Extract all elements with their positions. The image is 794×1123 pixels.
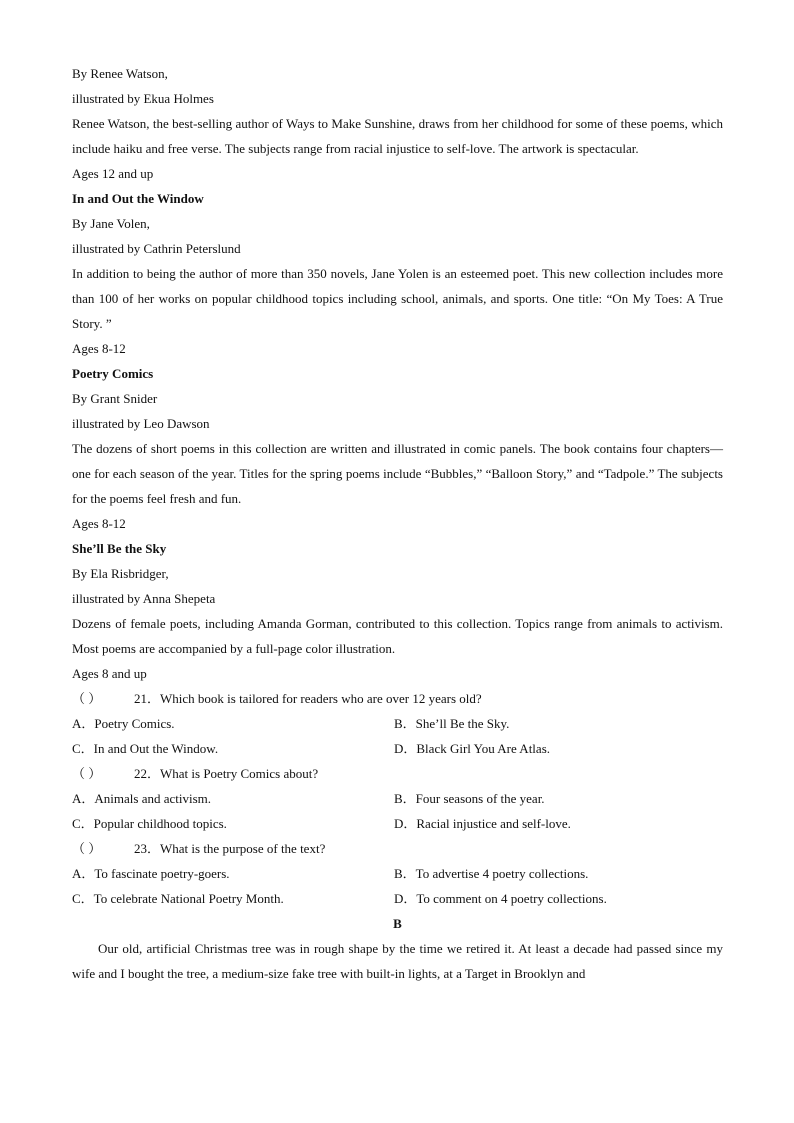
question-stem-line: [72, 761, 723, 786]
answer-blank[interactable]: （ ）: [72, 691, 102, 706]
book-title: She’ll Be the Sky: [72, 541, 167, 556]
option-row: [72, 861, 723, 886]
option-row: [72, 786, 723, 811]
question-stem: 22．What is Poetry Comics about?: [134, 766, 319, 781]
book-illustrator: illustrated by Anna Shepeta: [72, 591, 216, 606]
option-b: B．Four seasons of the year.: [394, 791, 545, 806]
option-b: B．To advertise 4 poetry collections.: [394, 866, 589, 881]
option-d: D．Racial injustice and self-love.: [394, 816, 571, 831]
book-entry: [72, 361, 723, 536]
question-stem: 21．Which book is tailored for readers who are over 12 years old?: [134, 691, 482, 706]
book-illustrator: illustrated by Leo Dawson: [72, 416, 210, 431]
question-stem-line: [72, 836, 723, 861]
answer-blank[interactable]: （ ）: [72, 766, 102, 781]
book-author: By Renee Watson,: [72, 66, 168, 81]
book-illustrator: illustrated by Cathrin Peterslund: [72, 241, 241, 256]
option-a: A．Animals and activism.: [72, 791, 212, 806]
option-c: C．To celebrate National Poetry Month.: [72, 891, 284, 906]
option-row: [72, 736, 723, 761]
option-c: C．In and Out the Window.: [72, 741, 219, 756]
book-entry: [72, 536, 723, 686]
document-page: [72, 61, 723, 986]
book-author: By Ela Risbridger,: [72, 566, 169, 581]
option-a: A．Poetry Comics.: [72, 716, 175, 731]
answer-blank[interactable]: （ ）: [72, 841, 102, 856]
section-heading: B: [393, 916, 402, 931]
book-author: By Grant Snider: [72, 391, 158, 406]
book-entry: [72, 186, 723, 361]
book-author: By Jane Volen,: [72, 216, 150, 231]
option-row: [72, 711, 723, 736]
book-description: Renee Watson, the best-selling author of Ways to Make Sunshine, draws from her childhood for some of these poems, which include haiku and free verse. The subjects range from racial injustice to self-love. The artwork is spectacular.: [72, 116, 723, 156]
book-ages: Ages 8-12: [72, 341, 126, 356]
question-stem-line: [72, 686, 723, 711]
book-title: In and Out the Window: [72, 191, 204, 206]
option-d: D．Black Girl You Are Atlas.: [394, 741, 551, 756]
question: [72, 761, 723, 836]
book-ages: Ages 12 and up: [72, 166, 154, 181]
option-row: [72, 811, 723, 836]
book-ages: Ages 8 and up: [72, 666, 147, 681]
option-a: A．To fascinate poetry-goers.: [72, 866, 230, 881]
book-description: In addition to being the author of more than 350 novels, Jane Yolen is an esteemed poet. This new collection includes more than 100 of her works on popular childhood topics including school, animals, and sports. One title: “On My Toes: A True Story. ”: [72, 266, 723, 331]
question: [72, 686, 723, 761]
book-description: Dozens of female poets, including Amanda Gorman, contributed to this collection. Topics range from animals to activism. Most poems are accompanied by a full-page color illustration.: [72, 616, 723, 656]
book-description: The dozens of short poems in this collection are written and illustrated in comic panels. The book contains four chapters—one for each season of the year. Titles for the spring poems include “Bubbles,” “Balloon Story,” and “Tadpole.” The subjects for the poems feel fresh and fun.: [72, 441, 723, 506]
question: [72, 836, 723, 911]
passage-paragraph: Our old, artificial Christmas tree was in rough shape by the time we retired it. At least a decade had passed since my wife and I bought the tree, a medium-size fake tree with built-in lights, at a Target in Brooklyn and: [72, 941, 723, 981]
book-ages: Ages 8-12: [72, 516, 126, 531]
book-entry: [72, 61, 723, 186]
book-illustrator: illustrated by Ekua Holmes: [72, 91, 214, 106]
option-d: D．To comment on 4 poetry collections.: [394, 891, 607, 906]
option-row: [72, 886, 723, 911]
book-title: Poetry Comics: [72, 366, 154, 381]
option-c: C．Popular childhood topics.: [72, 816, 227, 831]
question-stem: 23．What is the purpose of the text?: [134, 841, 326, 856]
option-b: B．She’ll Be the Sky.: [394, 716, 510, 731]
